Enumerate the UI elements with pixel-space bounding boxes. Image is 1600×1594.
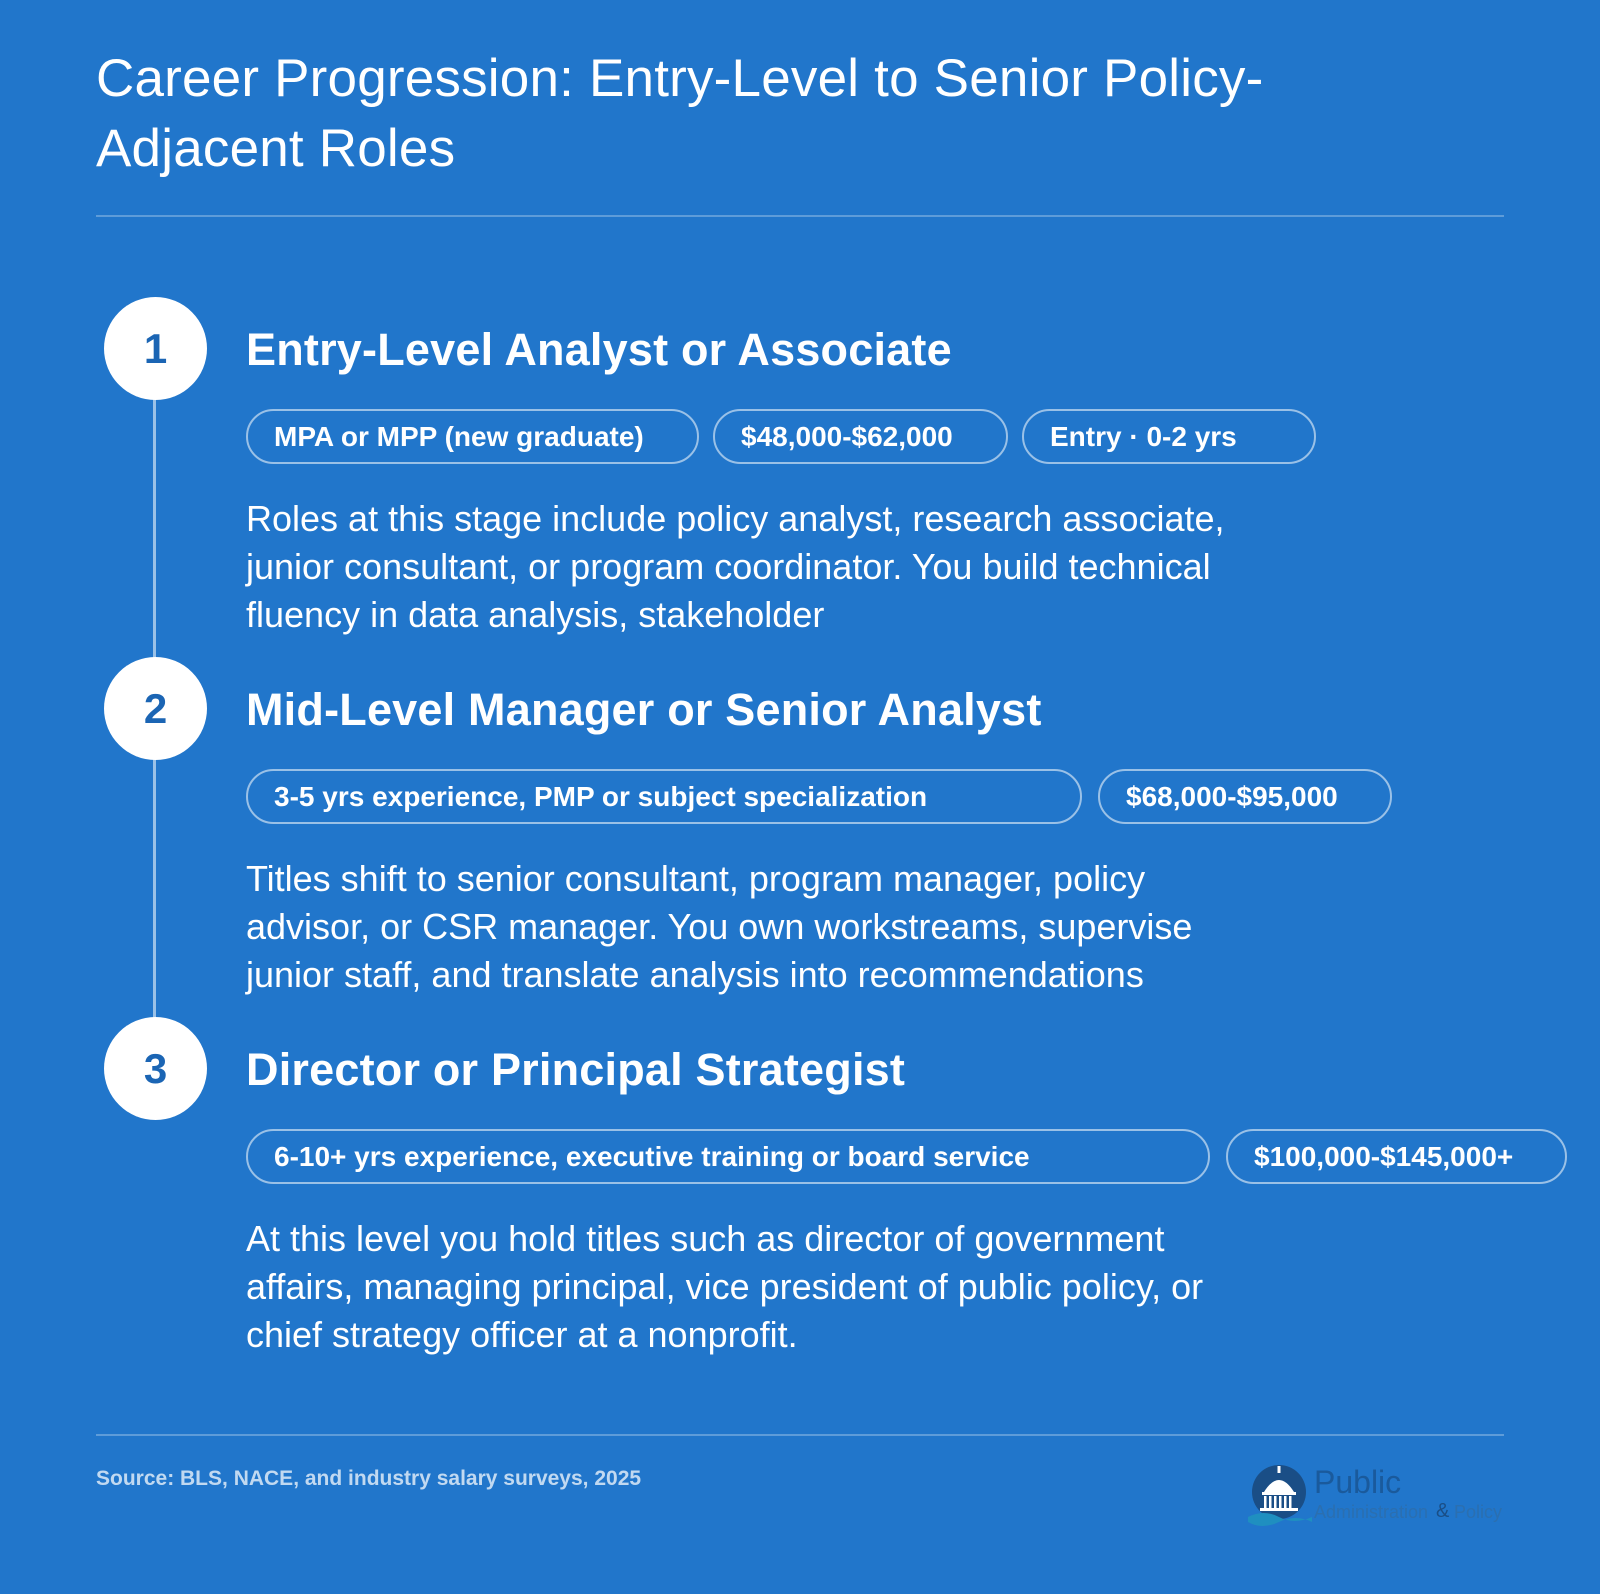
salary-badge: $68,000-$95,000 (1098, 769, 1392, 824)
level-badge: Entry · 0-2 yrs (1022, 409, 1316, 464)
step-number-badge: 2 (104, 657, 207, 760)
logo-wordmark-administration: Administration (1314, 1502, 1429, 1522)
step-title: Director or Principal Strategist (246, 1044, 906, 1095)
capitol-dome-icon (1246, 1462, 1312, 1528)
step-number-badge: 1 (104, 297, 207, 400)
credential-badge: 3-5 yrs experience, PMP or subject specialization (246, 769, 1082, 824)
header-divider (96, 215, 1504, 217)
footer-divider (96, 1434, 1504, 1436)
salary-badge: $100,000-$145,000+ (1226, 1129, 1567, 1184)
step-title: Mid-Level Manager or Senior Analyst (246, 684, 1042, 735)
source-note: Source: BLS, NACE, and industry salary surveys, 2025 (96, 1467, 642, 1490)
page-title: Career Progression: Entry-Level to Senior Policy-Adjacent Roles (96, 49, 1264, 178)
step-number-badge: 3 (104, 1017, 207, 1120)
step-description: Titles shift to senior consultant, program manager, policy advisor, or CSR manager. You own workstreams, supervise junior staff, and translate analysis into recommendations (246, 858, 1193, 995)
logo-wordmark-public: Public (1314, 1464, 1402, 1500)
salary-badge: $48,000-$62,000 (713, 409, 1008, 464)
publisher-logo (1246, 1462, 1506, 1532)
step-description: Roles at this stage include policy analyst, research associate, junior consultant, or program coordinator. You build technical fluency in data analysis, stakeholder (246, 498, 1225, 635)
step-title: Entry-Level Analyst or Associate (246, 324, 952, 375)
step-description: At this level you hold titles such as director of government affairs, managing principal, vice president of public policy, or chief strategy officer at a nonprofit. (246, 1218, 1204, 1355)
credential-badge: MPA or MPP (new graduate) (246, 409, 699, 464)
logo-wordmark-policy: Policy (1454, 1502, 1503, 1522)
logo-ampersand: & (1436, 1500, 1450, 1522)
credential-badge: 6-10+ yrs experience, executive training or board service (246, 1129, 1210, 1184)
